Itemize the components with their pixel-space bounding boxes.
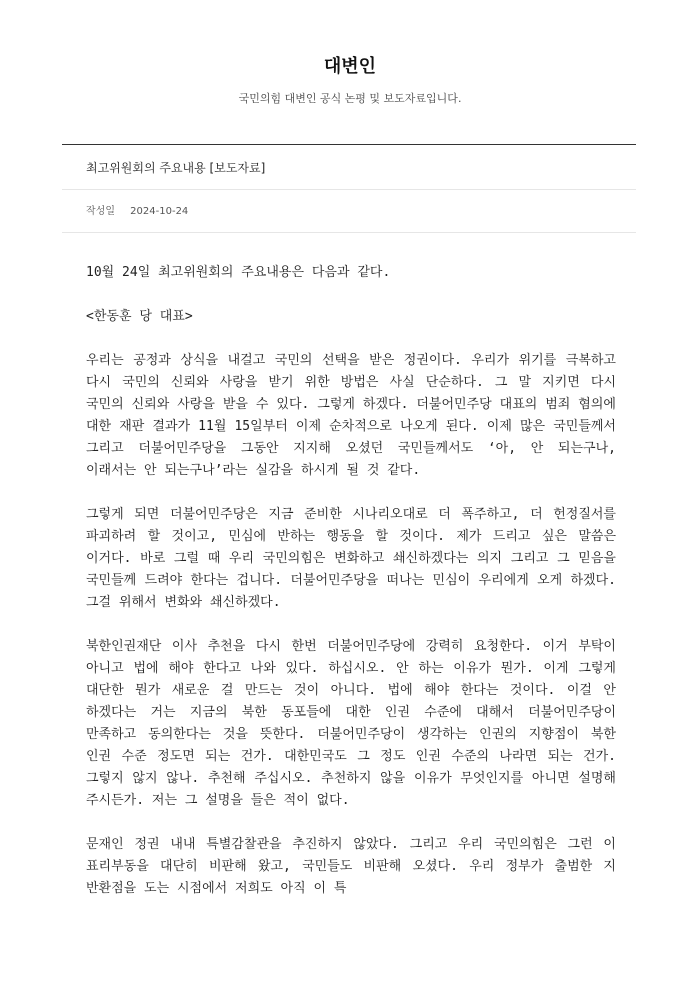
site-title[interactable]: 대변인 bbox=[323, 56, 377, 77]
meta-divider bbox=[62, 232, 636, 233]
article-paragraph: 북한인권재단 이사 추천을 다시 한번 더불어민주당에 강력히 요청한다. 이거 부탁이 아니고 법에 해야 한다고 나와 있다. 하십시오. 안 하는 이유가 뭔가. 이게 그렇게 대단한 뭔가 새로운 걸 만드는 것이 아니다. 법에 해야 한다는 것이다. 이걸 안 하겠다는 거는 지금의 북한 동포들에 대한 인권 수준에 대해서 더불어민주당이 만족하고 동의한다는 것을 뜻한다. 더불어민주당이 생각하는 인권의 지향점이 북한 인권 수준 정도면 되는 건가. 대한민국도 그 정도 인권 수준의 나라면 되는 건가. 그렇지 않지 않나. 추천해 주십시오. 추천하지 않을 이유가 무엇인지를 아니면 설명해 주시든가. 저는 그 설명을 들은 적이 없다. bbox=[86, 639, 616, 808]
article-paragraph: <한동훈 당 대표> bbox=[86, 309, 193, 324]
article-body bbox=[86, 262, 616, 922]
post-meta bbox=[86, 204, 188, 220]
article-paragraph: 그렇게 되면 더불어민주당은 지금 준비한 시나리오대로 더 폭주하고, 더 헌정질서를 파괴하려 할 것이고, 민심에 반하는 행동을 할 것이다. 제가 드리고 싶은 말씀은 이거다. 바로 그럴 때 우리 국민의힘은 변화하고 쇄신하겠다는 의지 그리고 그 믿음을 국민들께 드려야 한다는 겁니다. 더불어민주당을 떠나는 민심이 우리에게 오게 하겠다. 그걸 위해서 변화와 쇄신하겠다. bbox=[86, 507, 616, 610]
date-value: 2024-10-24 bbox=[130, 206, 189, 217]
post-title: 최고위원회의 주요내용 [보도자료] bbox=[86, 161, 266, 175]
article-paragraph: 우리는 공정과 상식을 내걸고 국민의 선택을 받은 정권이다. 우리가 위기를 극복하고 다시 국민의 신뢰와 사랑을 받기 위한 방법은 사실 단순하다. 그 말 지키면 다시 국민의 신뢰와 사랑을 받을 수 있다. 그렇게 하겠다. 더불어민주당 대표의 범죄 혐의에 대한 재판 결과가 11월 15일부터 이제 순차적으로 나오게 된다. 이제 많은 국민들께서 그리고 더불어민주당을 그동안 지지해 오셨던 국민들께서도 ‘아, 안 되는구나, 이래서는 안 되는구나’라는 실감을 하시게 될 것 같다. bbox=[86, 353, 616, 478]
site-subtitle: 국민의힘 대변인 공식 논평 및 보도자료입니다. bbox=[238, 92, 462, 105]
article-paragraph: 문재인 정권 내내 특별감찰관을 추진하지 않았다. 그리고 우리 국민의힘은 그런 이 표리부동을 대단히 비판해 왔고, 국민들도 비판해 오셨다. 우리 정부가 출범한 지 반환점을 도는 시점에서 저희도 아직 이 특 bbox=[86, 837, 616, 896]
article-paragraph: 10월 24일 최고위원회의 주요내용은 다음과 같다. bbox=[86, 265, 391, 280]
title-divider bbox=[62, 189, 636, 190]
header-divider bbox=[62, 144, 636, 145]
date-label: 작성일 bbox=[86, 206, 115, 217]
